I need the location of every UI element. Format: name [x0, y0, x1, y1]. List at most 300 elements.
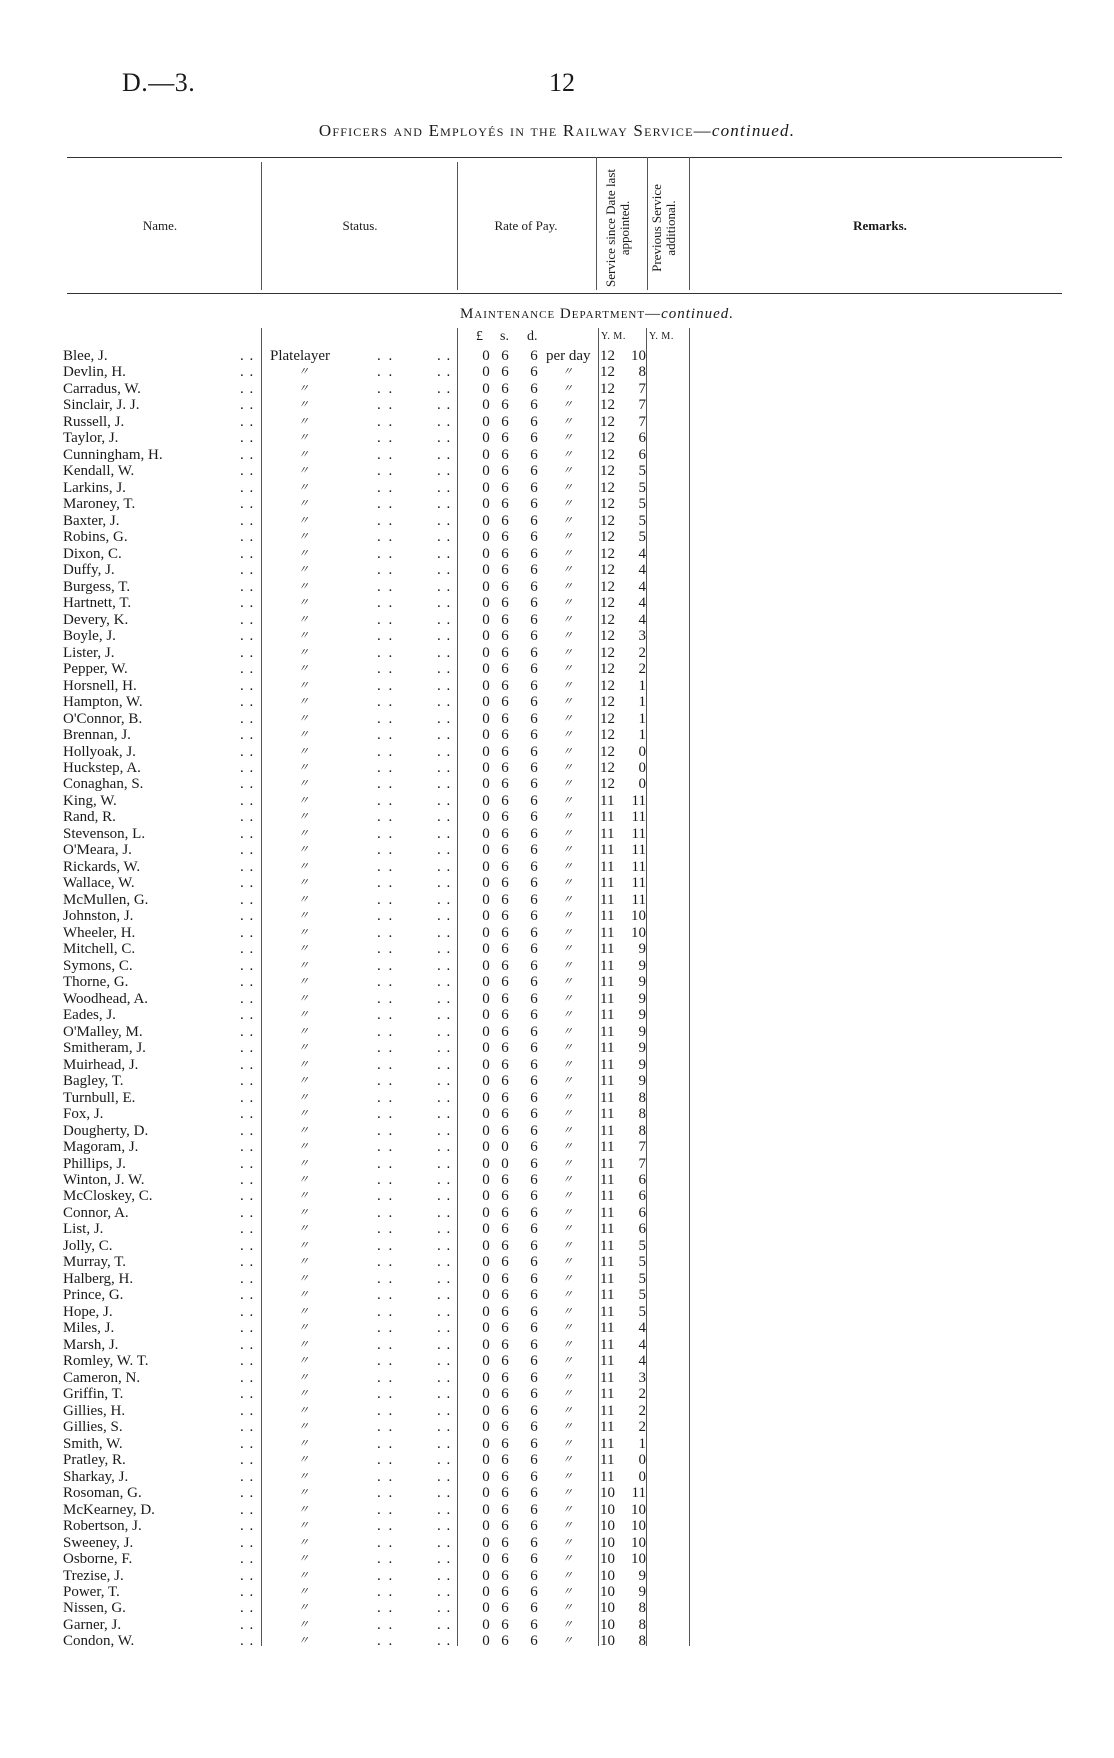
service-months: 11 [631, 875, 646, 892]
service-months: 0 [638, 1468, 646, 1485]
leader-dots: . . [377, 1468, 395, 1485]
employee-status: 〃 [298, 1404, 309, 1417]
leader-dots: . . [437, 1040, 452, 1057]
table-row [0, 1238, 1114, 1255]
rate-unit: 〃 [562, 827, 573, 840]
employee-name: Conaghan, S. [63, 776, 144, 793]
employee-status: 〃 [298, 696, 309, 709]
rate-unit: 〃 [562, 498, 573, 511]
rate-unit: 〃 [562, 399, 573, 412]
rate-pence: 6 [530, 1567, 538, 1584]
leader-dots: . . [437, 924, 452, 941]
leader-dots: . . [437, 1501, 452, 1518]
service-years: 12 [600, 496, 615, 513]
rate-pounds: 0 [482, 595, 490, 612]
rate-unit: 〃 [562, 646, 573, 659]
leader-dots: . . [437, 1419, 452, 1436]
service-months: 4 [638, 578, 646, 595]
service-years: 12 [600, 710, 615, 727]
leader-dots: . . [437, 858, 452, 875]
service-months: 9 [638, 1073, 646, 1090]
leader-dots: . . [377, 430, 395, 447]
rate-shillings: 6 [501, 743, 509, 760]
service-months: 5 [638, 1287, 646, 1304]
leader-dots: . . [377, 1584, 395, 1600]
leader-dots: . . [437, 1452, 452, 1469]
rate-pounds: 0 [482, 562, 490, 579]
table-row [0, 364, 1114, 381]
leader-dots: . . [240, 1303, 255, 1320]
rate-shillings: 6 [501, 1188, 509, 1205]
employee-name: O'Meara, J. [63, 842, 132, 859]
service-months: 11 [631, 858, 646, 875]
leader-dots: . . [437, 1287, 452, 1304]
rate-pence: 6 [530, 413, 538, 430]
employee-name: King, W. [63, 792, 117, 809]
service-years: 11 [600, 809, 615, 826]
leader-dots: . . [240, 1402, 255, 1419]
table-row [0, 1304, 1114, 1321]
rate-shillings: 6 [501, 1336, 509, 1353]
leader-dots: . . [240, 463, 255, 480]
service-years: 12 [600, 512, 615, 529]
rate-unit: 〃 [562, 729, 573, 742]
service-years: 12 [600, 364, 615, 381]
rate-pounds: 0 [482, 776, 490, 793]
leader-dots: . . [437, 430, 452, 447]
rate-shillings: 6 [501, 628, 509, 645]
leader-dots: . . [377, 644, 395, 661]
employee-status: 〃 [298, 794, 309, 807]
rate-pounds: 0 [482, 1007, 490, 1024]
employee-name: Osborne, F. [63, 1551, 133, 1568]
rate-unit: 〃 [562, 910, 573, 923]
rate-pence: 6 [530, 1452, 538, 1469]
employee-name: Cameron, N. [63, 1369, 141, 1386]
leader-dots: . . [377, 1600, 395, 1617]
employee-name: Miles, J. [63, 1320, 115, 1337]
service-months: 2 [638, 1386, 646, 1403]
rate-unit: 〃 [562, 1536, 573, 1549]
leader-dots: . . [437, 1518, 452, 1535]
rate-shillings: 6 [501, 941, 509, 958]
employee-status: 〃 [298, 1108, 309, 1121]
rate-unit: 〃 [562, 1404, 573, 1417]
leader-dots: . . [377, 1040, 395, 1057]
leader-dots: . . [240, 496, 255, 513]
rate-unit: 〃 [562, 630, 573, 643]
table-row [0, 1584, 1114, 1601]
service-years: 11 [600, 1336, 615, 1353]
leader-dots: . . [437, 825, 452, 842]
employee-name: O'Malley, M. [63, 1023, 143, 1040]
rate-shillings: 6 [501, 677, 509, 694]
leader-dots: . . [377, 1320, 395, 1337]
employee-status: 〃 [298, 1322, 309, 1335]
service-months: 9 [638, 974, 646, 991]
rate-pence: 6 [530, 529, 538, 546]
service-months: 9 [638, 1023, 646, 1040]
leader-dots: . . [437, 1336, 452, 1353]
employee-name: Rand, R. [63, 809, 116, 826]
employee-name: Pratley, R. [63, 1452, 126, 1469]
service-ym-label: Y. M. [601, 331, 626, 342]
leader-dots: . . [377, 760, 395, 776]
service-years: 11 [600, 1056, 615, 1073]
table-row [0, 1221, 1114, 1238]
rate-shillings: 6 [501, 1040, 509, 1057]
leader-dots: . . [377, 842, 395, 859]
rate-pence: 6 [530, 562, 538, 579]
leader-dots: . . [377, 1155, 395, 1172]
employee-name: Symons, C. [63, 957, 133, 974]
table-row [0, 875, 1114, 892]
service-months: 7 [638, 1155, 646, 1172]
rate-shillings: 6 [501, 924, 509, 941]
service-months: 8 [638, 1633, 646, 1650]
employee-status: 〃 [298, 1388, 309, 1401]
service-years: 11 [600, 941, 615, 958]
table-row [0, 1139, 1114, 1156]
employee-name: Dixon, C. [63, 545, 122, 562]
leader-dots: . . [377, 1435, 395, 1452]
leader-dots: . . [437, 974, 452, 991]
employee-name: Kendall, W. [63, 463, 135, 480]
leader-dots: . . [437, 1353, 452, 1370]
leader-dots: . . [377, 957, 395, 974]
service-months: 2 [638, 661, 646, 678]
rate-shillings: 6 [501, 1073, 509, 1090]
rate-pence: 6 [530, 364, 538, 381]
leader-dots: . . [377, 1633, 395, 1650]
rate-pence: 6 [530, 1534, 538, 1551]
leader-dots: . . [377, 908, 395, 925]
rate-pounds: 0 [482, 578, 490, 595]
leader-dots: . . [437, 1320, 452, 1337]
service-months: 4 [638, 562, 646, 579]
service-months: 0 [638, 760, 646, 776]
rate-pence: 6 [530, 825, 538, 842]
leader-dots: . . [437, 413, 452, 430]
leader-dots: . . [240, 1270, 255, 1287]
page-number: 12 [549, 68, 575, 97]
leader-dots: . . [240, 628, 255, 645]
table-row [0, 842, 1114, 859]
rate-unit: 〃 [562, 1239, 573, 1252]
service-months: 6 [638, 1172, 646, 1188]
service-years: 11 [600, 1287, 615, 1304]
rate-unit: 〃 [562, 1058, 573, 1071]
employee-name: Rickards, W. [63, 858, 141, 875]
table-row [0, 1568, 1114, 1585]
leader-dots: . . [437, 743, 452, 760]
rate-pence: 6 [530, 809, 538, 826]
leader-dots: . . [377, 562, 395, 579]
employee-status: 〃 [298, 366, 309, 379]
rate-pence: 6 [530, 957, 538, 974]
table-row [0, 760, 1114, 777]
rate-pounds: 0 [482, 1369, 490, 1386]
rate-unit: 〃 [562, 382, 573, 395]
rate-pence: 6 [530, 743, 538, 760]
service-months: 10 [631, 924, 646, 941]
rate-pounds: 0 [482, 1600, 490, 1617]
rate-unit: 〃 [562, 465, 573, 478]
table-row [0, 1205, 1114, 1222]
header-bottom-rule [67, 293, 1062, 294]
leader-dots: . . [377, 661, 395, 678]
employee-status: 〃 [298, 1602, 309, 1615]
leader-dots: . . [240, 348, 255, 364]
service-months: 6 [638, 1188, 646, 1205]
leader-dots: . . [437, 1237, 452, 1254]
employee-name: McCloskey, C. [63, 1188, 153, 1205]
rate-shillings: 6 [501, 578, 509, 595]
service-months: 5 [638, 529, 646, 546]
service-years: 11 [600, 1353, 615, 1370]
leader-dots: . . [240, 858, 255, 875]
page-title [0, 121, 1114, 141]
rate-pence: 6 [530, 1616, 538, 1633]
leader-dots: . . [377, 348, 395, 364]
employee-status: 〃 [298, 1141, 309, 1154]
table-row [0, 1287, 1114, 1304]
service-years: 11 [600, 1386, 615, 1403]
rate-unit: 〃 [562, 893, 573, 906]
leader-dots: . . [377, 1336, 395, 1353]
rate-shillings: 6 [501, 1270, 509, 1287]
rate-shillings: 6 [501, 1468, 509, 1485]
rate-pounds: 0 [482, 974, 490, 991]
rate-pounds: 0 [482, 1023, 490, 1040]
table-row [0, 1403, 1114, 1420]
leader-dots: . . [437, 776, 452, 793]
rate-pounds: 0 [482, 809, 490, 826]
rate-pence: 6 [530, 1518, 538, 1535]
employee-status: 〃 [298, 1124, 309, 1137]
employee-name: Gillies, H. [63, 1402, 126, 1419]
service-years: 11 [600, 1139, 615, 1156]
rate-shillings: 6 [501, 380, 509, 397]
rate-shillings: 6 [501, 1616, 509, 1633]
employee-status: 〃 [298, 1157, 309, 1170]
leader-dots: . . [377, 1254, 395, 1271]
employee-status: 〃 [298, 1190, 309, 1203]
employee-status: 〃 [298, 926, 309, 939]
leader-dots: . . [240, 479, 255, 496]
divider-previous-remarks [689, 157, 690, 290]
table-row [0, 430, 1114, 447]
rate-shillings: 6 [501, 1204, 509, 1221]
rate-pence: 6 [530, 1287, 538, 1304]
service-months: 6 [638, 1204, 646, 1221]
leader-dots: . . [377, 1023, 395, 1040]
employee-status: 〃 [298, 1025, 309, 1038]
leader-dots: . . [377, 1270, 395, 1287]
rate-pounds: 0 [482, 512, 490, 529]
employee-status: 〃 [298, 630, 309, 643]
divider-service-previous [647, 157, 648, 290]
rate-shillings: 6 [501, 891, 509, 908]
service-months: 9 [638, 1040, 646, 1057]
rate-pounds: 0 [482, 1336, 490, 1353]
service-years: 11 [600, 825, 615, 842]
rate-pence: 6 [530, 710, 538, 727]
employee-status: 〃 [298, 1058, 309, 1071]
rate-unit: 〃 [562, 844, 573, 857]
employee-status: 〃 [298, 481, 309, 494]
leader-dots: . . [437, 727, 452, 744]
rate-shillings: 6 [501, 957, 509, 974]
rate-shillings: 6 [501, 1172, 509, 1188]
rate-unit: 〃 [562, 1075, 573, 1088]
service-years: 12 [600, 397, 615, 414]
table-row [0, 447, 1114, 464]
rate-unit: 〃 [562, 1338, 573, 1351]
leader-dots: . . [437, 760, 452, 776]
leader-dots: . . [377, 694, 395, 711]
employee-status: 〃 [298, 860, 309, 873]
table-row [0, 381, 1114, 398]
service-years: 11 [600, 1435, 615, 1452]
section-title-main: Maintenance Department— [459, 306, 662, 322]
employee-name: Muirhead, J. [63, 1056, 139, 1073]
rate-shillings: 6 [501, 858, 509, 875]
table-row [0, 1057, 1114, 1074]
leader-dots: . . [377, 1221, 395, 1238]
rate-pounds: 0 [482, 1204, 490, 1221]
rate-pounds: 0 [482, 1616, 490, 1633]
rate-shillings: 6 [501, 1287, 509, 1304]
service-months: 9 [638, 1567, 646, 1584]
employee-name: Turnbull, E. [63, 1089, 136, 1106]
rate-pounds: 0 [482, 1452, 490, 1469]
rate-unit: 〃 [562, 926, 573, 939]
rate-shillings: 6 [501, 611, 509, 628]
table-row [0, 1090, 1114, 1107]
rate-pounds: 0 [482, 1188, 490, 1205]
rate-unit: 〃 [562, 1586, 573, 1598]
service-years: 11 [600, 1089, 615, 1106]
employee-status: 〃 [298, 498, 309, 511]
leader-dots: . . [377, 1485, 395, 1502]
employee-status: 〃 [298, 1635, 309, 1648]
rate-pounds: 0 [482, 743, 490, 760]
table-row [0, 513, 1114, 530]
rate-unit: 〃 [562, 613, 573, 626]
service-months: 8 [638, 1106, 646, 1123]
leader-dots: . . [437, 397, 452, 414]
rate-pence: 6 [530, 1040, 538, 1057]
service-months: 10 [631, 1551, 646, 1568]
employee-status: 〃 [298, 943, 309, 956]
rate-shillings: 6 [501, 512, 509, 529]
rate-unit: 〃 [562, 1108, 573, 1121]
leader-dots: . . [377, 1188, 395, 1205]
rate-pounds: 0 [482, 1270, 490, 1287]
table-row [0, 1535, 1114, 1552]
rate-pence: 6 [530, 380, 538, 397]
leader-dots: . . [437, 1551, 452, 1568]
service-years: 11 [600, 974, 615, 991]
employee-status: 〃 [298, 1454, 309, 1467]
service-years: 12 [600, 463, 615, 480]
service-years: 11 [600, 957, 615, 974]
table-row [0, 1073, 1114, 1090]
rate-unit: 〃 [562, 1487, 573, 1500]
rate-unit: 〃 [562, 745, 573, 758]
rate-pence: 6 [530, 1551, 538, 1568]
employee-name: Sharkay, J. [63, 1468, 129, 1485]
employee-status: 〃 [298, 448, 309, 461]
service-months: 5 [638, 1303, 646, 1320]
service-months: 5 [638, 496, 646, 513]
rate-pence: 6 [530, 1172, 538, 1188]
rate-shillings: 6 [501, 545, 509, 562]
service-months: 11 [631, 825, 646, 842]
employee-status: 〃 [298, 910, 309, 923]
employee-status: 〃 [298, 679, 309, 692]
leader-dots: . . [377, 1369, 395, 1386]
rate-shillings: 6 [501, 1122, 509, 1139]
rate-shillings: 6 [501, 809, 509, 826]
rate-pence: 6 [530, 348, 538, 364]
employee-name: Winton, J. W. [63, 1172, 145, 1188]
rate-unit: 〃 [562, 811, 573, 824]
employee-name: Larkins, J. [63, 479, 126, 496]
table-row [0, 562, 1114, 579]
leader-dots: . . [437, 496, 452, 513]
rate-pence: 6 [530, 1386, 538, 1403]
rate-pounds: 0 [482, 1040, 490, 1057]
table-row [0, 397, 1114, 414]
rate-unit: 〃 [562, 514, 573, 527]
service-months: 5 [638, 463, 646, 480]
rate-pence: 6 [530, 628, 538, 645]
table-row [0, 1452, 1114, 1469]
page-title-suffix: continued. [711, 121, 796, 140]
rate-shillings: 6 [501, 1023, 509, 1040]
leader-dots: . . [377, 990, 395, 1007]
service-years: 12 [600, 760, 615, 776]
employee-status: 〃 [298, 1009, 309, 1022]
employee-status: 〃 [298, 1174, 309, 1186]
service-years: 10 [600, 1633, 615, 1650]
service-months: 9 [638, 957, 646, 974]
leader-dots: . . [377, 1501, 395, 1518]
shilling-unit-label: s. [500, 329, 509, 344]
rate-pence: 6 [530, 1023, 538, 1040]
table-row [0, 1337, 1114, 1354]
employee-status: 〃 [298, 1503, 309, 1516]
leader-dots: . . [377, 1616, 395, 1633]
rate-pounds: 0 [482, 1353, 490, 1370]
leader-dots: . . [377, 446, 395, 463]
service-months: 11 [631, 1485, 646, 1502]
rate-pence: 6 [530, 512, 538, 529]
rate-unit: 〃 [562, 1355, 573, 1368]
employee-name: Blee, J. [63, 348, 108, 364]
leader-dots: . . [240, 1287, 255, 1304]
rate-shillings: 6 [501, 875, 509, 892]
service-years: 12 [600, 628, 615, 645]
leader-dots: . . [377, 595, 395, 612]
leader-dots: . . [437, 1204, 452, 1221]
leader-dots: . . [240, 1336, 255, 1353]
leader-dots: . . [240, 578, 255, 595]
employee-name: Horsnell, H. [63, 677, 137, 694]
rate-pounds: 0 [482, 529, 490, 546]
